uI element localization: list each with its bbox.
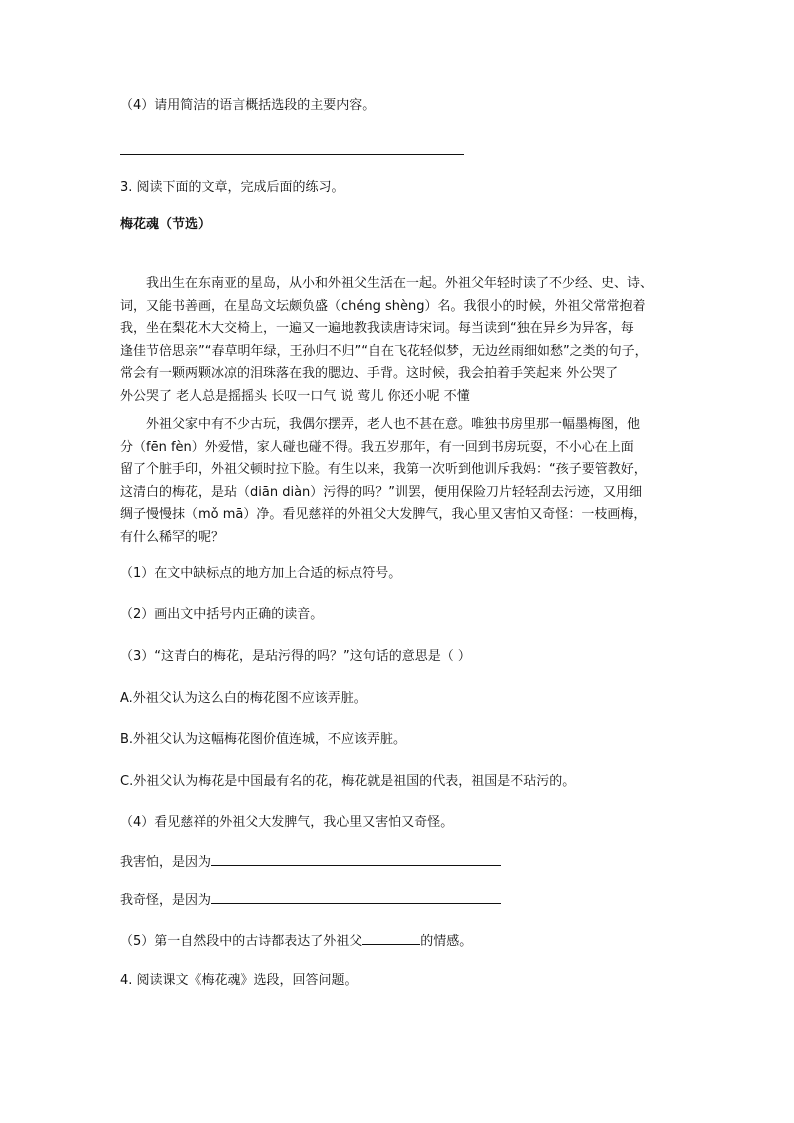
question-2: （2）画出文中括号内正确的读音。 — [120, 607, 324, 622]
prev-question-4: （4）请用简洁的语言概括选段的主要内容。 — [120, 98, 376, 113]
option-b: B.外祖父认为这幅梅花图价值连城，不应该弄脏。 — [120, 732, 407, 747]
passage-paragraph-1 — [120, 273, 680, 408]
text-line: 我出生在东南亚的星岛，从小和外祖父生活在一起。外祖父年轻时读了不少经、史、诗、 — [146, 276, 654, 291]
text-line: 外祖父家中有不少古玩，我偶尔摆弄，老人也不甚在意。唯独书房里那一幅墨梅图，他 — [146, 417, 641, 432]
fear-answer-row — [120, 851, 501, 872]
wonder-blank[interactable] — [211, 889, 501, 904]
answer-line — [120, 154, 464, 155]
text-line: 留了个脏手印，外祖父顿时拉下脸。有生以来，我第一次听到他训斥我妈：“孩子要管教好， — [120, 462, 647, 477]
option-a: A.外祖父认为这么白的梅花图不应该弄脏。 — [120, 691, 367, 706]
fear-label: 我害怕，是因为 — [120, 855, 212, 870]
passage-title: 梅花魂（节选） — [120, 217, 212, 232]
wonder-label: 我奇怪，是因为 — [120, 893, 212, 908]
text-line: 分（fēn fèn）外爱惜，家人碰也碰不得。我五岁那年，有一回到书房玩耍，不小心在上面 — [120, 439, 634, 455]
section-3-intro: 3. 阅读下面的文章，完成后面的练习。 — [120, 180, 345, 195]
passage-paragraph-2 — [120, 414, 680, 549]
section-4-intro: 4. 阅读课文《梅花魂》选段，回答问题。 — [120, 973, 358, 988]
text-line: 我，坐在梨花木大交椅上，一遍又一遍地教我读唐诗宋词。每当读到“独在异乡为异客，每 — [120, 321, 634, 336]
fear-blank[interactable] — [211, 851, 501, 866]
text-line: 绸子慢慢抹（mǒ mā）净。看见慈祥的外祖父大发脾气，我心里又害怕又奇怪：一枝画梅， — [120, 507, 647, 522]
text-line: 外公哭了 老人总是摇摇头 长叹一口气 说 莺儿 你还小呢 不懂 — [120, 388, 470, 404]
wonder-answer-row — [120, 889, 501, 910]
question-3: （3）“这青白的梅花，是玷污得的吗？”这句话的意思是（ ） — [120, 649, 471, 664]
option-c: C.外祖父认为梅花是中国最有名的花，梅花就是祖国的代表，祖国是不玷污的。 — [120, 774, 576, 789]
text-line: 这清白的梅花，是玷（diān diàn）污得的吗？”训罢，便用保险刀片轻轻刮去污迹，又用细 — [120, 484, 643, 500]
text-line: 有什么稀罕的呢？ — [120, 529, 225, 545]
text-line: 词，又能书善画，在星岛文坛颇负盛（chéng shèng）名。我很小的时候，外祖父常常抱着 — [120, 298, 646, 314]
question-1: （1）在文中缺标点的地方加上合适的标点符号。 — [120, 566, 402, 581]
text-line: 逢佳节倍思亲”“春草明年绿，王孙归不归”“自在飞花轻似梦，无边丝雨细如愁”之类的句子， — [120, 343, 648, 359]
question-5 — [120, 930, 472, 951]
q5-blank[interactable] — [362, 930, 420, 945]
q5-suffix: 的情感。 — [420, 934, 473, 949]
text-line: 常会有一颗两颗冰凉的泪珠落在我的腮边、手背。这时候，我会拍着手笑起来 外公哭了 — [120, 366, 619, 381]
question-4: （4）看见慈祥的外祖父大发脾气，我心里又害怕又奇怪。 — [120, 815, 454, 830]
q5-prefix: （5）第一自然段中的古诗都表达了外祖父 — [120, 934, 363, 949]
